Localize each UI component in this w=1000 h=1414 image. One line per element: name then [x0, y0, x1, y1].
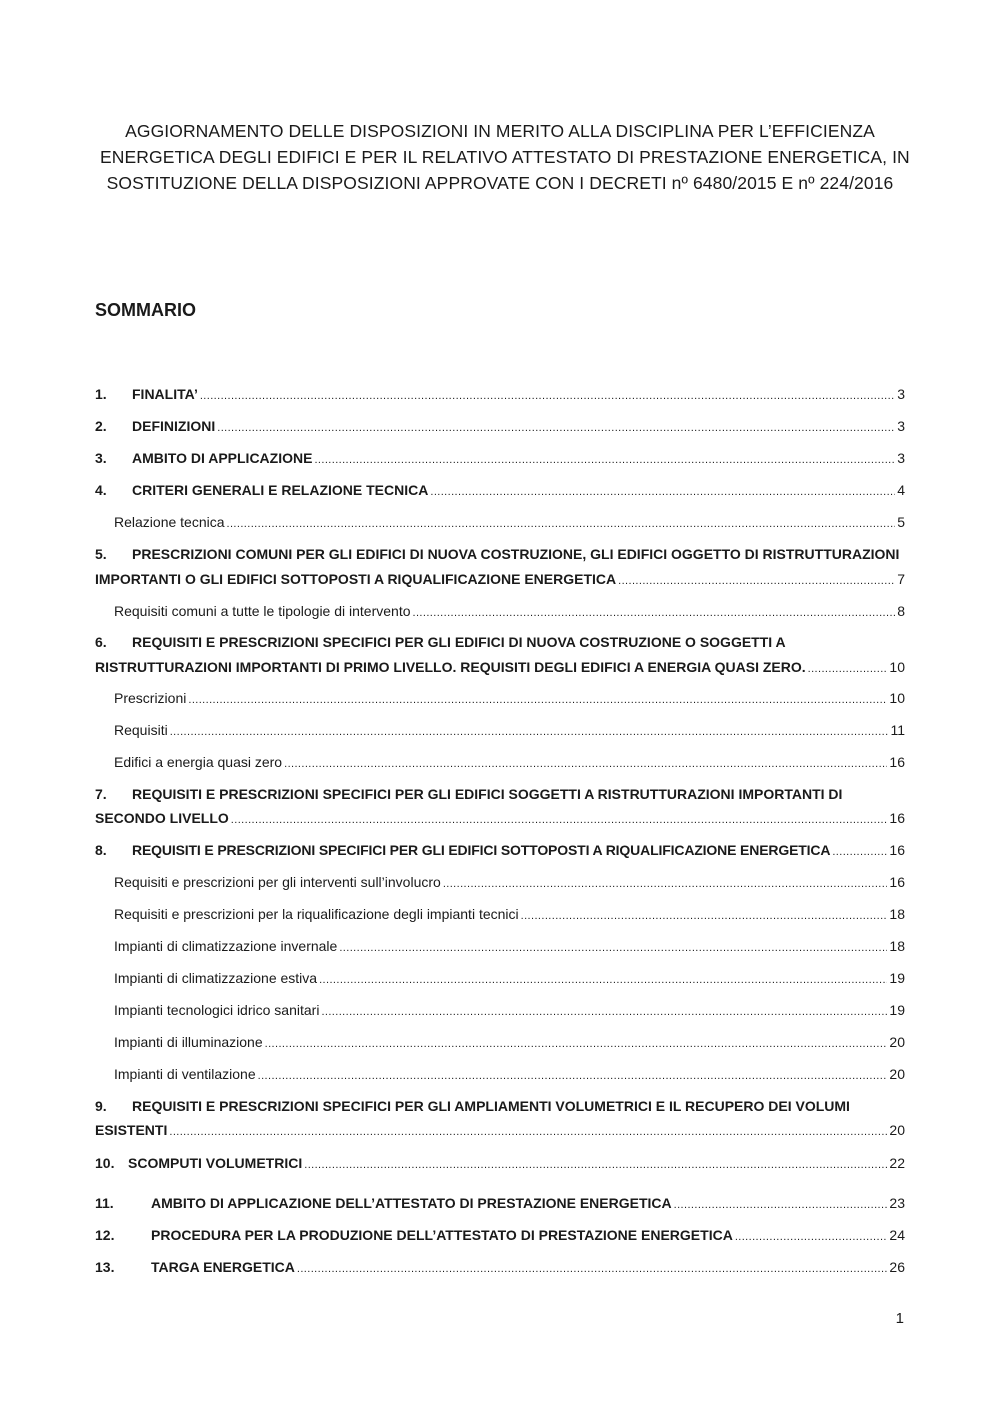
toc-entry-page: 8 — [897, 603, 905, 619]
toc-entry-number: 8. — [95, 842, 107, 858]
title-line: AGGIORNAMENTO DELLE DISPOSIZIONI IN MERITO ALLA DISCIPLINA PER L’EFFICIENZA — [125, 121, 875, 141]
toc-entry-title: ESISTENTI — [95, 1122, 168, 1138]
dot-leader — [231, 810, 888, 826]
toc-entry-page: 16 — [889, 810, 905, 826]
dot-leader — [314, 450, 895, 466]
toc-entry-title: TARGA ENERGETICA — [151, 1259, 295, 1275]
toc-entry-title: FINALITA’ — [132, 386, 198, 402]
dot-leader — [413, 603, 896, 619]
toc-entry-title: Impianti tecnologici idrico sanitari — [114, 1002, 320, 1018]
toc-subentry-ventilazione[interactable] — [114, 1066, 905, 1086]
toc-entry-page: 20 — [889, 1034, 905, 1050]
toc-subentry-edifici-nzeb[interactable] — [114, 754, 905, 774]
toc-entry-page: 24 — [889, 1227, 905, 1243]
toc-entry-scomputi[interactable] — [95, 1155, 905, 1175]
toc-entry-title: RISTRUTTURAZIONI IMPORTANTI DI PRIMO LIVELLO. REQUISITI DEGLI EDIFICI A ENERGIA QUASI ZERO. — [95, 659, 806, 675]
toc-entry-title: Impianti di illuminazione — [114, 1034, 263, 1050]
toc-entry-title: SECONDO LIVELLO — [95, 810, 229, 826]
toc-entry-number: 13. — [95, 1259, 115, 1275]
dot-leader — [169, 1122, 887, 1138]
toc-entry-prescrizioni-comuni-cont[interactable] — [95, 571, 905, 591]
toc-entry-page: 26 — [889, 1259, 905, 1275]
toc-subentry-climatizzazione-invernale[interactable] — [114, 938, 905, 958]
dot-leader — [170, 722, 889, 738]
toc-entry-ristrutturazioni-secondo-livello[interactable] — [95, 786, 905, 806]
toc-entry-number: 2. — [95, 418, 107, 434]
toc-entry-title: REQUISITI E PRESCRIZIONI SPECIFICI PER GLI EDIFICI SOTTOPOSTI A RIQUALIFICAZIONE ENERGETICA — [132, 842, 831, 858]
toc-entry-finalita[interactable] — [95, 386, 905, 406]
toc-subentry-prescrizioni[interactable] — [114, 690, 905, 710]
toc-entry-title: PRESCRIZIONI COMUNI PER GLI EDIFICI DI NUOVA COSTRUZIONE, GLI EDIFICI OGGETTO DI RISTRUTTURAZIONI — [132, 546, 900, 562]
toc-entry-prescrizioni-comuni[interactable] — [95, 546, 905, 566]
dot-leader — [674, 1195, 888, 1211]
toc-entry-page: 18 — [889, 938, 905, 954]
dot-leader — [188, 690, 887, 706]
toc-entry-title: Impianti di ventilazione — [114, 1066, 256, 1082]
toc-entry-title: SCOMPUTI VOLUMETRICI — [128, 1155, 303, 1171]
toc-entry-title: Impianti di climatizzazione estiva — [114, 970, 318, 986]
dot-leader — [284, 754, 887, 770]
toc-entry-title: Edifici a energia quasi zero — [114, 754, 283, 770]
toc-entry-page: 19 — [889, 1002, 905, 1018]
toc-entry-title: Relazione tecnica — [114, 514, 225, 530]
dot-leader — [808, 659, 888, 675]
toc-entry-title: AMBITO DI APPLICAZIONE — [132, 450, 313, 466]
toc-entry-title: IMPORTANTI O GLI EDIFICI SOTTOPOSTI A RIQUALIFICAZIONE ENERGETICA — [95, 571, 617, 587]
toc-entry-riqualificazione[interactable] — [95, 842, 905, 862]
toc-entry-title: PROCEDURA PER LA PRODUZIONE DELL’ATTESTATO DI PRESTAZIONE ENERGETICA — [151, 1227, 733, 1243]
title-line: SOSTITUZIONE DELLA DISPOSIZIONI APPROVATE CON I DECRETI nº 6480/2015 E nº 224/2016 — [106, 173, 894, 193]
page-number: 1 — [895, 1310, 904, 1327]
toc-entry-definizioni[interactable] — [95, 418, 905, 438]
toc-entry-page: 20 — [889, 1066, 905, 1082]
dot-leader — [521, 906, 888, 922]
dot-leader — [200, 386, 895, 402]
toc-entry-ristrutturazioni-secondo-livello-cont[interactable] — [95, 810, 905, 830]
dot-leader — [217, 418, 895, 434]
toc-subentry-involucro[interactable] — [114, 874, 905, 894]
toc-entry-number: 12. — [95, 1227, 115, 1243]
toc-entry-page: 5 — [897, 514, 905, 530]
dot-leader — [339, 938, 887, 954]
title-line: ENERGETICA DEGLI EDIFICI E PER IL RELATIVO ATTESTATO DI PRESTAZIONE ENERGETICA, IN — [100, 147, 910, 167]
dot-leader — [304, 1155, 887, 1171]
toc-subentry-idrico-sanitari[interactable] — [114, 1002, 905, 1022]
dot-leader — [735, 1227, 888, 1243]
dot-leader — [258, 1066, 888, 1082]
toc-subentry-requisiti-comuni[interactable] — [114, 603, 905, 623]
dot-leader — [321, 1002, 887, 1018]
toc-entry-ambito[interactable] — [95, 450, 905, 470]
toc-heading: SOMMARIO — [95, 300, 196, 320]
toc-subentry-impianti-tecnici[interactable] — [114, 906, 905, 926]
toc-entry-number: 6. — [95, 634, 107, 650]
toc-subentry-illuminazione[interactable] — [114, 1034, 905, 1054]
toc-entry-number: 3. — [95, 450, 107, 466]
toc-entry-page: 4 — [897, 482, 905, 498]
toc-entry-number: 11. — [95, 1195, 114, 1211]
dot-leader — [319, 970, 887, 986]
toc-entry-number: 4. — [95, 482, 107, 498]
toc-entry-title: REQUISITI E PRESCRIZIONI SPECIFICI PER GLI EDIFICI DI NUOVA COSTRUZIONE O SOGGETTI A — [132, 634, 786, 650]
toc-entry-number: 10. — [95, 1155, 115, 1171]
toc-entry-number: 5. — [95, 546, 107, 562]
dot-leader — [443, 874, 888, 890]
toc-entry-page: 20 — [889, 1122, 905, 1138]
dot-leader — [297, 1259, 888, 1275]
toc-entry-title: Impianti di climatizzazione invernale — [114, 938, 338, 954]
toc-entry-number: 1. — [95, 386, 107, 402]
toc-entry-requisiti-nuova-costruzione-cont[interactable] — [95, 659, 905, 679]
toc-entry-page: 16 — [889, 874, 905, 890]
toc-entry-page: 16 — [889, 754, 905, 770]
toc-entry-requisiti-nuova-costruzione[interactable] — [95, 634, 905, 654]
dot-leader — [227, 514, 896, 530]
toc-entry-page: 22 — [889, 1155, 905, 1171]
toc-entry-ampliamenti[interactable] — [95, 1098, 905, 1118]
toc-entry-page: 16 — [889, 842, 905, 858]
toc-entry-page: 7 — [897, 571, 905, 587]
toc-entry-page: 10 — [889, 659, 905, 675]
toc-entry-number: 7. — [95, 786, 107, 802]
toc-subentry-relazione-tecnica[interactable] — [114, 514, 905, 534]
toc-subentry-climatizzazione-estiva[interactable] — [114, 970, 905, 990]
toc-entry-page: 10 — [889, 690, 905, 706]
toc-entry-page: 18 — [889, 906, 905, 922]
dot-leader — [832, 842, 887, 858]
toc-entry-procedura-ape[interactable] — [95, 1227, 905, 1247]
toc-entry-page: 3 — [897, 386, 905, 402]
toc-entry-title: Requisiti comuni a tutte le tipologie di intervento — [114, 603, 411, 619]
toc-entry-page: 23 — [889, 1195, 905, 1211]
toc-entry-title: AMBITO DI APPLICAZIONE DELL’ATTESTATO DI PRESTAZIONE ENERGETICA — [151, 1195, 672, 1211]
toc-entry-title: Requisiti e prescrizioni per la riqualificazione degli impianti tecnici — [114, 906, 519, 922]
toc-entry-targa[interactable] — [95, 1259, 905, 1279]
toc-entry-title: REQUISITI E PRESCRIZIONI SPECIFICI PER GLI EDIFICI SOGGETTI A RISTRUTTURAZIONI IMPORTANTI DI — [132, 786, 843, 802]
toc-entry-criteri[interactable] — [95, 482, 905, 502]
toc-entry-page: 11 — [890, 722, 905, 738]
toc-entry-title: CRITERI GENERALI E RELAZIONE TECNICA — [132, 482, 429, 498]
toc-entry-title: Requisiti — [114, 722, 168, 738]
toc-entry-title: Requisiti e prescrizioni per gli interventi sull’involucro — [114, 874, 441, 890]
toc-entry-page: 3 — [897, 450, 905, 466]
dot-leader — [430, 482, 895, 498]
dot-leader — [265, 1034, 888, 1050]
toc-entry-page: 19 — [889, 970, 905, 986]
dot-leader — [618, 571, 895, 587]
toc-entry-number: 9. — [95, 1098, 107, 1114]
toc-entry-ampliamenti-cont[interactable] — [95, 1122, 905, 1142]
toc-subentry-requisiti[interactable] — [114, 722, 905, 742]
toc-entry-title: Prescrizioni — [114, 690, 187, 706]
toc-entry-ambito-ape[interactable] — [95, 1195, 905, 1215]
toc-entry-title: REQUISITI E PRESCRIZIONI SPECIFICI PER GLI AMPLIAMENTI VOLUMETRICI E IL RECUPERO DEI VOLUMI — [132, 1098, 850, 1114]
toc-entry-title: DEFINIZIONI — [132, 418, 216, 434]
toc-entry-page: 3 — [897, 418, 905, 434]
